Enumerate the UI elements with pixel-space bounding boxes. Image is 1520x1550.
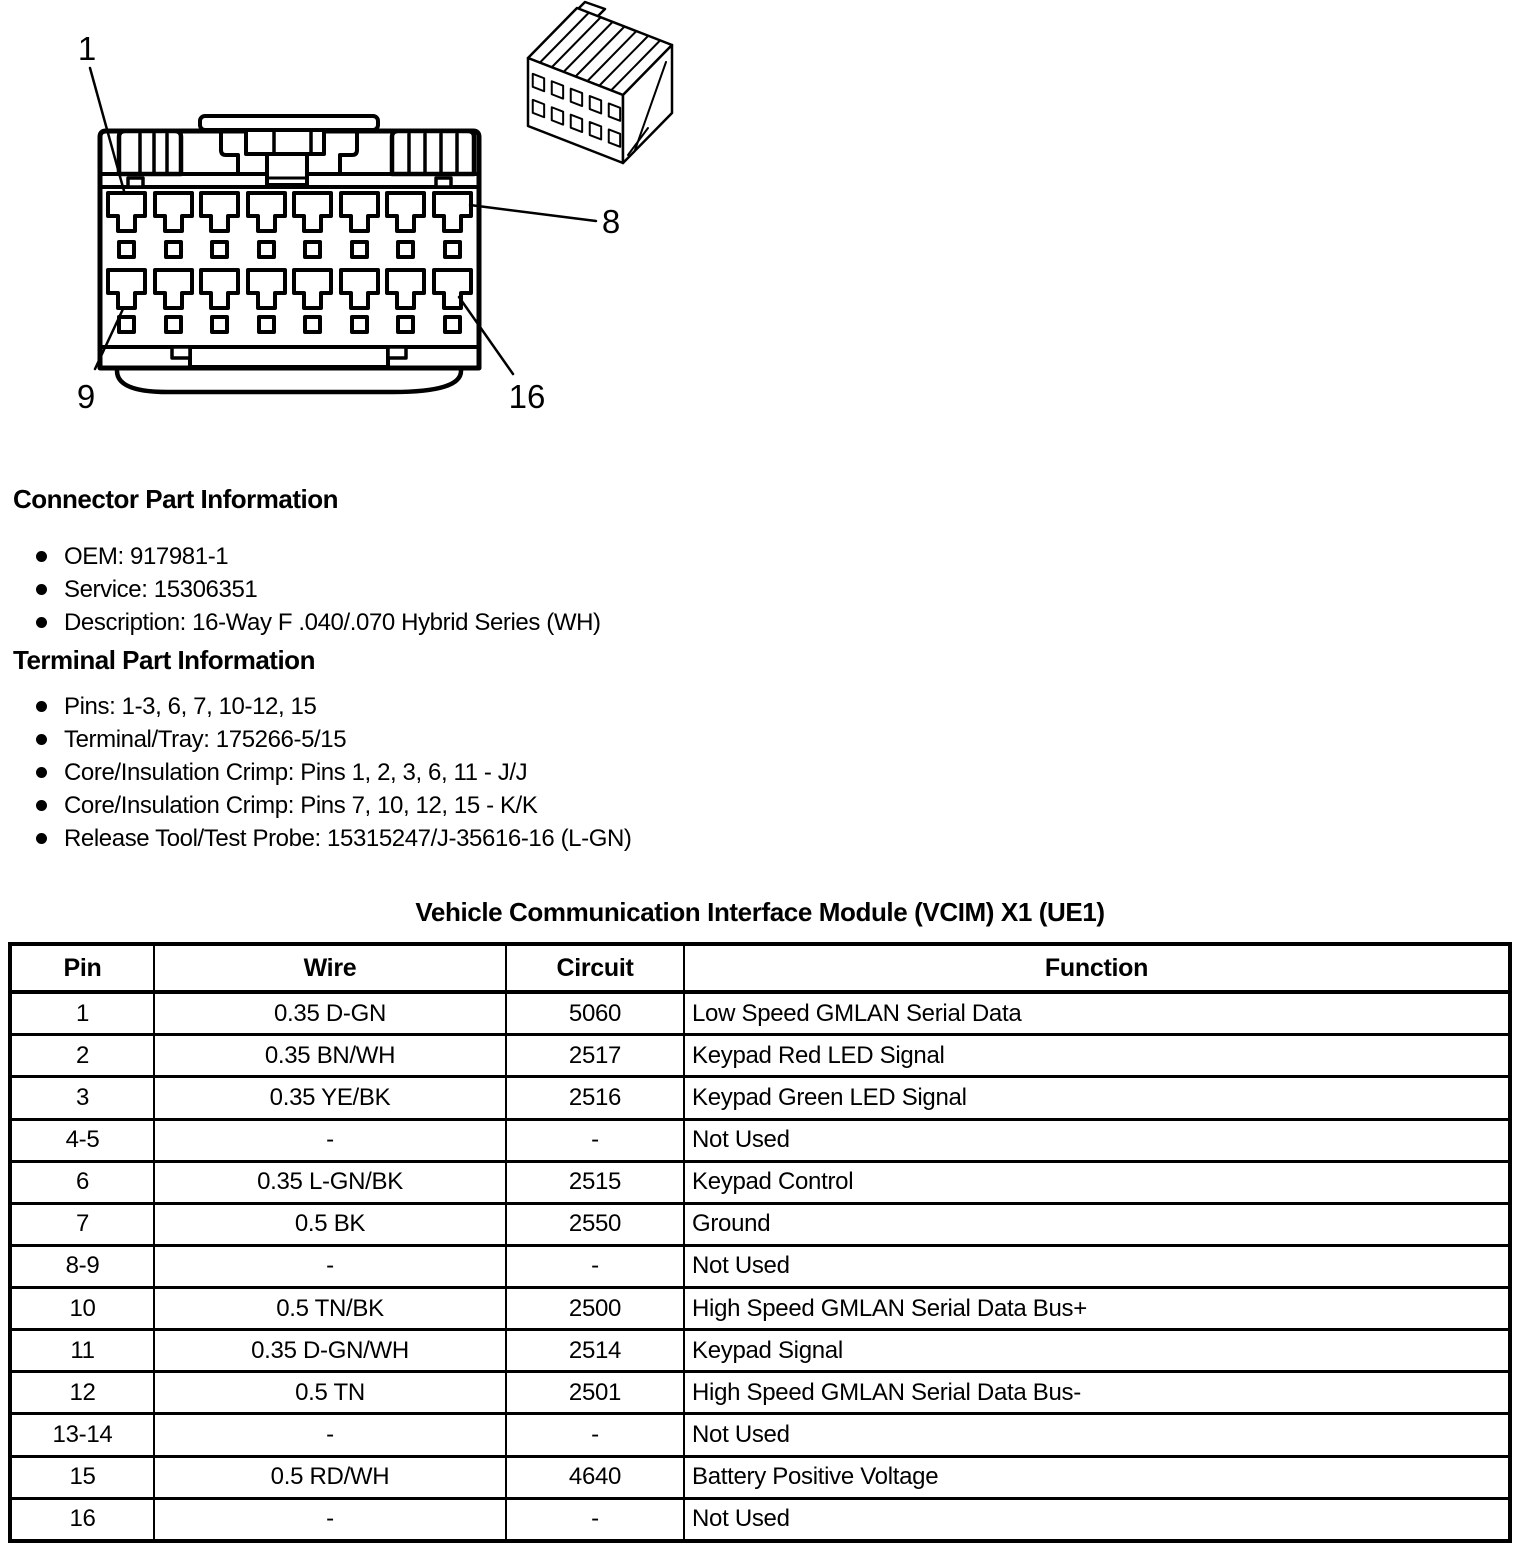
list-item — [0, 606, 601, 639]
wire-cell: 0.5 RD/WH — [154, 1456, 506, 1498]
pinout-table-head — [10, 944, 1510, 992]
wire-cell: 0.5 TN — [154, 1372, 506, 1414]
list-item-text: Core/Insulation Crimp: Pins 1, 2, 3, 6, 11 - J/J — [64, 758, 528, 786]
bullet-icon — [36, 617, 47, 628]
list-item-text: Pins: 1-3, 6, 7, 10-12, 15 — [64, 692, 317, 720]
table-row — [10, 1456, 1510, 1498]
function-cell: Keypad Control — [684, 1161, 1510, 1203]
circuit-cell: - — [506, 1119, 684, 1161]
table-row — [10, 1203, 1510, 1245]
pin-cell: 2 — [10, 1035, 154, 1077]
pin-cell: 11 — [10, 1330, 154, 1372]
index-square — [445, 242, 460, 257]
wire-cell: 0.35 YE/BK — [154, 1077, 506, 1119]
circuit-cell: - — [506, 1245, 684, 1287]
pin-cell: 1 — [10, 992, 154, 1035]
list-item-text: Release Tool/Test Probe: 15315247/J-35616-16 (L-GN) — [64, 824, 632, 852]
list-item — [0, 573, 601, 606]
wire-cell: 0.35 D-GN/WH — [154, 1330, 506, 1372]
function-cell: Battery Positive Voltage — [684, 1456, 1510, 1498]
list-item — [0, 723, 632, 756]
list-item-text: Service: 15306351 — [64, 575, 258, 603]
col-header-wire: Wire — [154, 944, 506, 992]
list-item — [0, 690, 632, 723]
pin-cell: 12 — [10, 1372, 154, 1414]
pin-cell: 16 — [10, 1498, 154, 1541]
function-cell: High Speed GMLAN Serial Data Bus- — [684, 1372, 1510, 1414]
connector-part-info-heading: Connector Part Information — [13, 484, 339, 514]
index-square — [212, 242, 227, 257]
bullet-icon — [36, 551, 47, 562]
wire-cell: 0.35 L-GN/BK — [154, 1161, 506, 1203]
pin9-label: 9 — [76, 378, 96, 415]
list-item — [0, 756, 632, 789]
index-square — [445, 317, 460, 332]
bullet-icon — [36, 584, 47, 595]
circuit-cell: 2516 — [506, 1077, 684, 1119]
list-item — [0, 789, 632, 822]
connector-figure — [0, 0, 760, 440]
index-square — [166, 317, 181, 332]
function-cell: Low Speed GMLAN Serial Data — [684, 992, 1510, 1035]
table-row — [10, 1288, 1510, 1330]
index-square — [398, 317, 413, 332]
terminal-info-list — [0, 690, 632, 855]
circuit-cell: - — [506, 1498, 684, 1541]
wire-cell: - — [154, 1245, 506, 1287]
list-item-text: OEM: 917981-1 — [64, 542, 229, 570]
bullet-icon — [36, 701, 47, 712]
list-item-text: Core/Insulation Crimp: Pins 7, 10, 12, 15 - K/K — [64, 791, 538, 819]
pin-cell: 3 — [10, 1077, 154, 1119]
pinout-table-body — [10, 992, 1510, 1541]
col-header-circuit: Circuit — [506, 944, 684, 992]
index-square — [119, 317, 134, 332]
list-item — [0, 822, 632, 855]
circuit-cell: 2515 — [506, 1161, 684, 1203]
pin-cell: 7 — [10, 1203, 154, 1245]
pin-cell: 15 — [10, 1456, 154, 1498]
function-cell: Keypad Red LED Signal — [684, 1035, 1510, 1077]
index-square — [259, 242, 274, 257]
function-cell: High Speed GMLAN Serial Data Bus+ — [684, 1288, 1510, 1330]
table-row — [10, 1119, 1510, 1161]
connector-front-view — [100, 116, 479, 392]
header-row — [10, 944, 1510, 992]
circuit-cell: - — [506, 1414, 684, 1456]
list-item-text: Description: 16-Way F .040/.070 Hybrid Series (WH) — [64, 608, 601, 636]
wire-cell: 0.5 BK — [154, 1203, 506, 1245]
index-square — [166, 242, 181, 257]
circuit-cell: 2550 — [506, 1203, 684, 1245]
function-cell: Ground — [684, 1203, 1510, 1245]
function-cell: Keypad Signal — [684, 1330, 1510, 1372]
table-row — [10, 1372, 1510, 1414]
index-square — [352, 242, 367, 257]
function-cell: Not Used — [684, 1119, 1510, 1161]
connector-diagram-svg — [0, 0, 760, 440]
index-square — [398, 242, 413, 257]
table-row — [10, 1245, 1510, 1287]
wire-cell: - — [154, 1498, 506, 1541]
function-cell: Not Used — [684, 1498, 1510, 1541]
col-header-function: Function — [684, 944, 1510, 992]
terminal-part-info-heading: Terminal Part Information — [13, 645, 315, 675]
circuit-cell: 2501 — [506, 1372, 684, 1414]
pin-cell: 13-14 — [10, 1414, 154, 1456]
index-square — [305, 317, 320, 332]
wire-cell: 0.5 TN/BK — [154, 1288, 506, 1330]
bullet-icon — [36, 734, 47, 745]
pin16-label: 16 — [508, 378, 546, 415]
table-row — [10, 992, 1510, 1035]
circuit-cell: 2500 — [506, 1288, 684, 1330]
circuit-cell: 2517 — [506, 1035, 684, 1077]
table-row — [10, 1035, 1510, 1077]
index-square — [212, 317, 227, 332]
table-row — [10, 1330, 1510, 1372]
pin8-label: 8 — [601, 203, 621, 240]
pin-cell: 10 — [10, 1288, 154, 1330]
table-row — [10, 1161, 1510, 1203]
wire-cell: 0.35 BN/WH — [154, 1035, 506, 1077]
pin-cell: 8-9 — [10, 1245, 154, 1287]
table-row — [10, 1414, 1510, 1456]
list-item — [0, 540, 601, 573]
table-row — [10, 1077, 1510, 1119]
pinout-table — [8, 942, 1512, 1543]
index-square — [259, 317, 274, 332]
function-cell: Not Used — [684, 1414, 1510, 1456]
pin-cell: 4-5 — [10, 1119, 154, 1161]
pin1-label: 1 — [77, 30, 97, 67]
wire-cell: 0.35 D-GN — [154, 992, 506, 1035]
circuit-cell: 2514 — [506, 1330, 684, 1372]
bullet-icon — [36, 800, 47, 811]
function-cell: Not Used — [684, 1245, 1510, 1287]
col-header-pin: Pin — [10, 944, 154, 992]
table-row — [10, 1498, 1510, 1541]
function-cell: Keypad Green LED Signal — [684, 1077, 1510, 1119]
wire-cell: - — [154, 1414, 506, 1456]
table-title: Vehicle Communication Interface Module (VCIM) X1 (UE1) — [415, 897, 1105, 927]
pin-cell: 6 — [10, 1161, 154, 1203]
connector-info-list — [0, 540, 601, 639]
index-square — [305, 242, 320, 257]
list-item-text: Terminal/Tray: 175266-5/15 — [64, 725, 347, 753]
bullet-icon — [36, 767, 47, 778]
connector-3d-view — [528, 2, 672, 163]
bullet-icon — [36, 833, 47, 844]
index-square — [119, 242, 134, 257]
index-square — [352, 317, 367, 332]
circuit-cell: 5060 — [506, 992, 684, 1035]
circuit-cell: 4640 — [506, 1456, 684, 1498]
wire-cell: - — [154, 1119, 506, 1161]
